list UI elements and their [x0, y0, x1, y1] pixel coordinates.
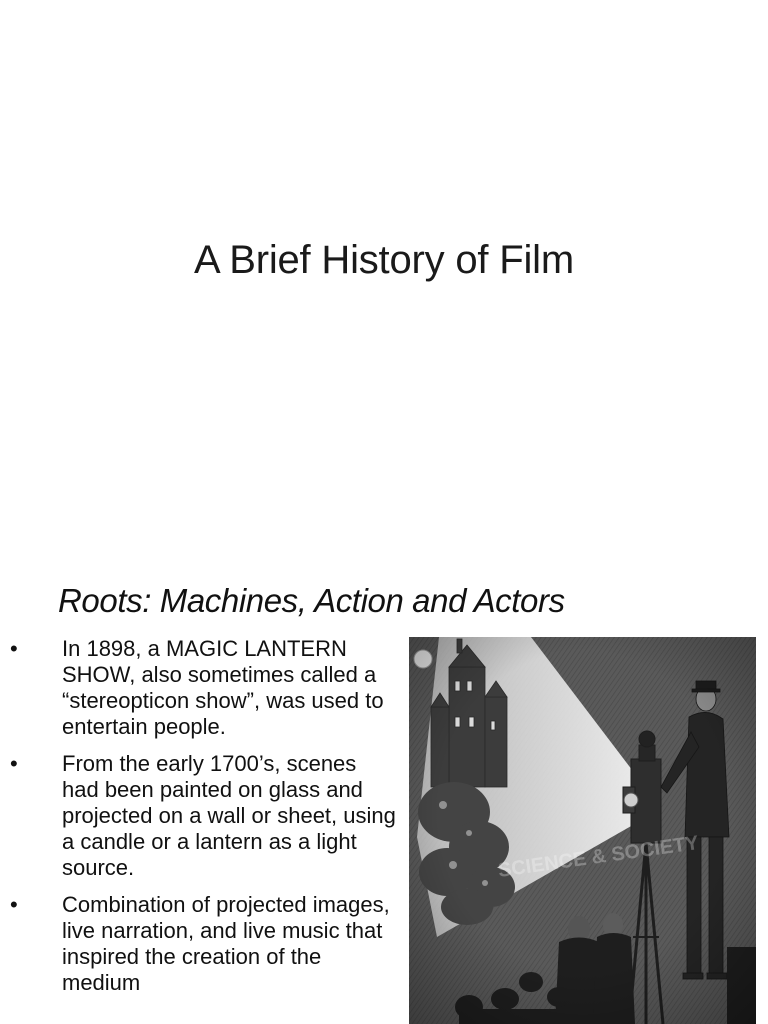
- bullet-text: In 1898, a MAGIC LANTERN SHOW, also sometimes called a “stereopticon show”, was used to entertain people.: [62, 636, 384, 739]
- bullet-list: [0, 636, 400, 1007]
- bullet-marker: •: [10, 636, 18, 661]
- slide-heading: Roots: Machines, Action and Actors: [58, 582, 565, 619]
- slide-title: A Brief History of Film: [194, 238, 574, 282]
- bullet-text: From the early 1700’s, scenes had been painted on glass and projected on a wall or sheet, using a candle or a lantern as a light source.: [62, 751, 396, 880]
- bullet-item: [0, 751, 400, 881]
- bullet-item: [0, 892, 400, 996]
- bullet-text: Combination of projected images, live narration, and live music that inspired the creation of the medium: [62, 892, 390, 995]
- magic-lantern-illustration: [409, 637, 756, 1024]
- content-slide: [0, 576, 768, 1024]
- bullet-marker: •: [10, 751, 18, 776]
- magic-lantern-engraving: [409, 637, 756, 1024]
- bullet-item: [0, 636, 400, 740]
- bullet-marker: •: [10, 892, 18, 917]
